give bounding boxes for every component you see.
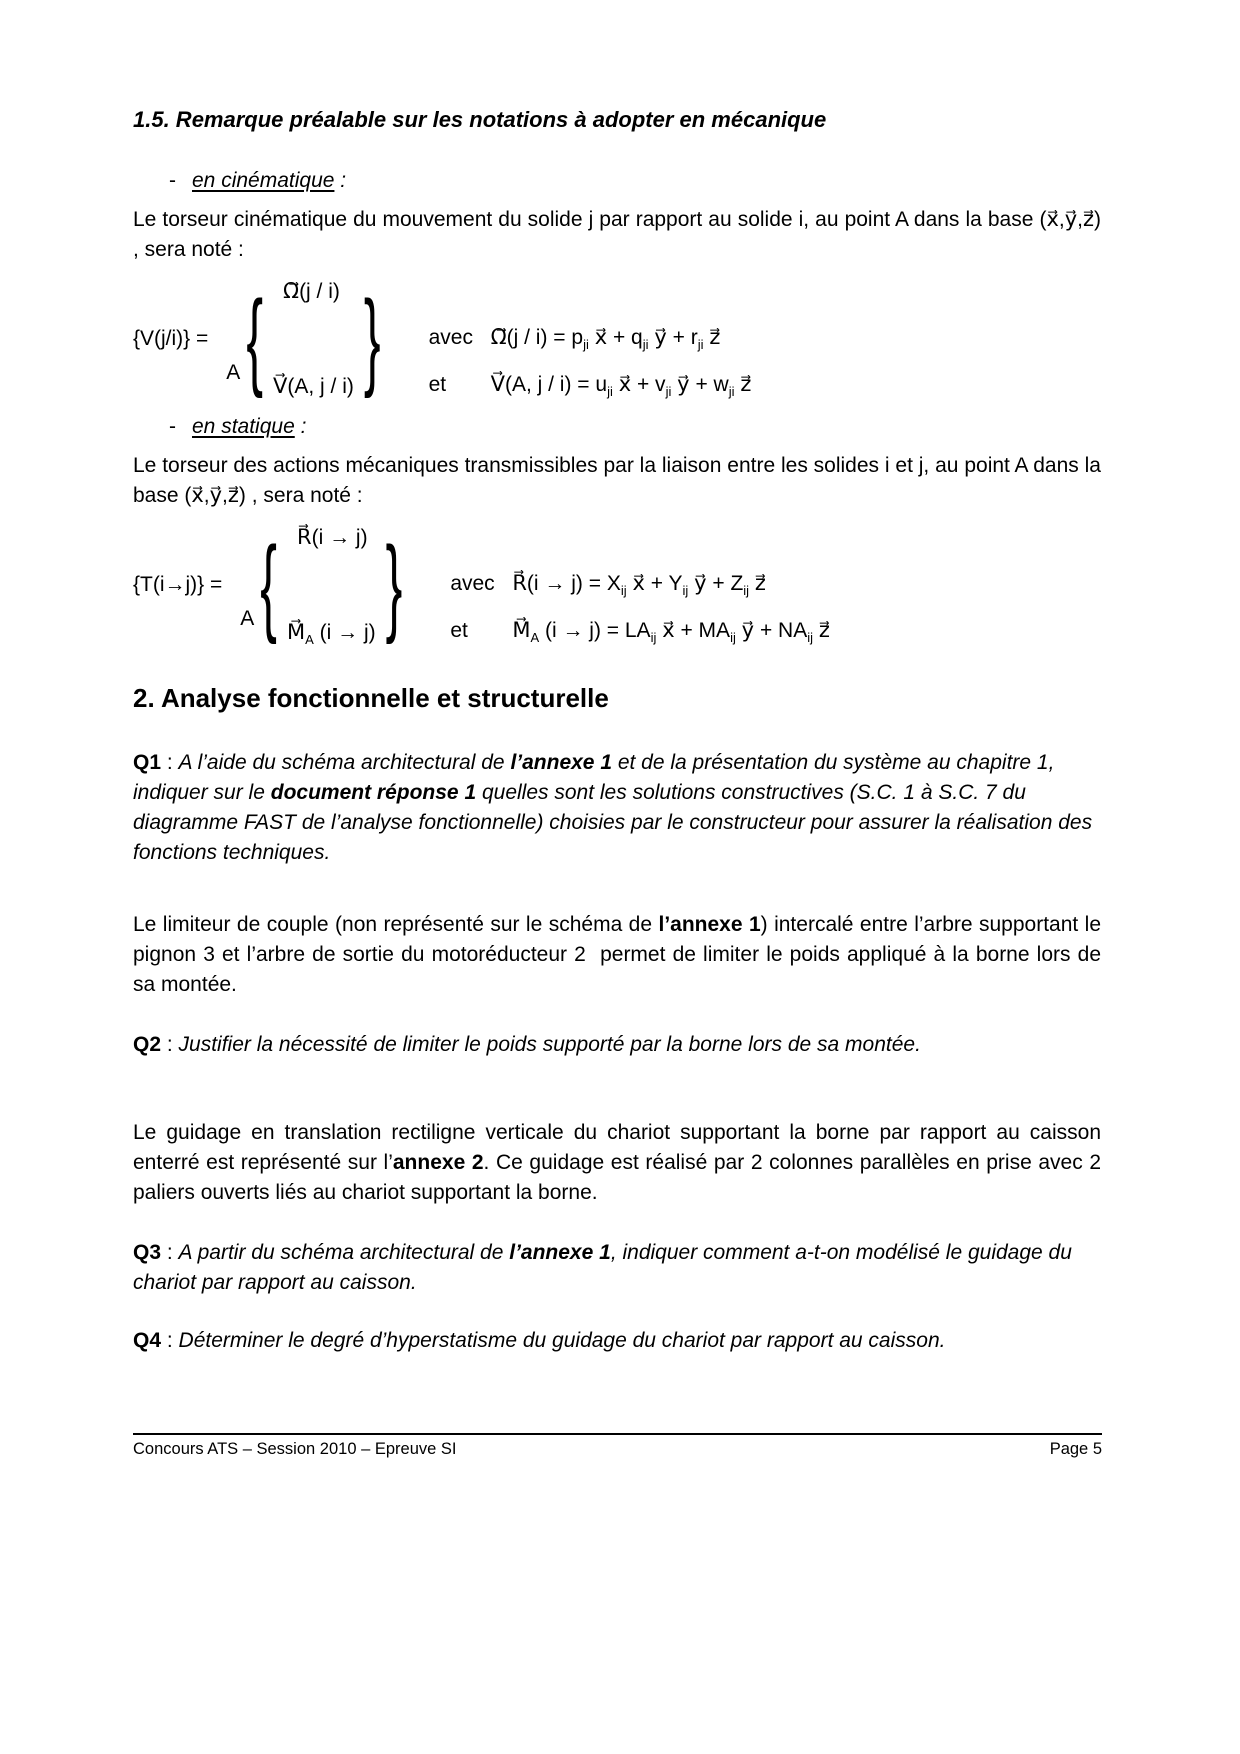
bullet-underlined-text: en statique <box>192 414 295 438</box>
equation-torseur-statique <box>133 521 1101 649</box>
et-formula: $M⃗_A$ $(i \to j) = LA_{ij}$ x⃗ + $MA_{ij}$ y⃗ + $NA_{ij}$ z⃗ <box>512 618 830 645</box>
torseur-statique-components <box>277 521 386 649</box>
question-1: Q1 : A l’aide du schéma architectural de l’annexe 1 et de la présentation du système au chapitre 1, indiquer sur le document réponse 1 quelles sont les solutions constructives (S.C. 1 à S.C. 7 du diagramme FAST de l’analyse fonctionnelle) choisies par le constructeur pour assurer la réalisation des fonctions techniques. <box>133 750 1093 864</box>
bullet-colon: : <box>334 168 347 192</box>
torseur-cinematique-components <box>263 275 364 403</box>
et-label: et <box>450 618 468 642</box>
bullet-colon: : <box>294 414 307 438</box>
et-formula: V⃗(A, $j / i) = u_{ji}$ x⃗ + $v_{ji}$ y⃗ + $w_{ji}$ z⃗ <box>490 372 752 399</box>
torseur-statique-lhs: {T(i→j)} = <box>133 572 223 596</box>
section-1-5-heading: 1.5. Remarque préalable sur les notations à adopter en mécanique <box>133 107 827 132</box>
paragraph-guidage-translation: Le guidage en translation rectiligne verticale du chariot supportant la borne par rapport au caisson enterré est représenté sur l’annexe 2. Ce guidage est réalisé par 2 colonnes parallèles en prise avec 2 paliers ouverts liés au chariot supportant la borne. <box>133 1120 1102 1204</box>
page-footer <box>133 1433 1102 1459</box>
torseur-statique-point: A <box>240 606 255 630</box>
bullet-label-cinematique <box>192 169 346 192</box>
question-2: Q2 : Justifier la nécessité de limiter le poids supporté par la borne lors de sa montée. <box>133 1032 921 1056</box>
right-brace: } <box>385 524 403 645</box>
moment-vector: $M⃗_A$ (i → j) <box>287 620 376 647</box>
torseur-cinematique-lhs: {V(j/i)} = <box>133 326 209 350</box>
torseur-statique-definitions <box>450 521 830 649</box>
avec-label: avec <box>450 571 495 595</box>
definition-avec <box>450 571 830 596</box>
bullet-underlined-text: en cinématique <box>192 168 335 192</box>
definition-et <box>450 618 830 643</box>
bullet-en-cinematique <box>169 169 1101 193</box>
left-brace: { <box>246 278 264 399</box>
bullet-dash: - <box>169 414 176 438</box>
left-brace: { <box>260 524 277 645</box>
avec-formula: Ω⃗(j / $i) = p_{ji}$ x⃗ + $q_{ji}$ y⃗ + $r_{ji}$ z⃗ <box>490 325 721 352</box>
bullet-en-statique <box>169 415 1101 439</box>
resultant-vector: R⃗(i → j) <box>297 525 368 549</box>
bullet-dash: - <box>169 168 176 192</box>
torseur-cinematique-point: A <box>226 360 241 384</box>
section-2-heading: 2. Analyse fonctionnelle et structurelle <box>133 682 609 713</box>
avec-label: avec <box>428 325 473 349</box>
question-4: Q4 : Déterminer le degré d’hyperstatisme du guidage du chariot par rapport au caisson. <box>133 1328 946 1352</box>
paragraph-torseur-statique-intro: Le torseur des actions mécaniques transmissibles par la liaison entre les solides i et j, au point A dans la base (x⃗,y⃗,z⃗) , sera noté : <box>133 453 1101 507</box>
bullet-label-statique <box>192 415 306 438</box>
equation-torseur-cinematique <box>133 275 1101 403</box>
paragraph-torseur-cinematique-intro: Le torseur cinématique du mouvement du solide j par rapport au solide i, au point A dans la base (x⃗,y⃗,z⃗) , sera noté : <box>133 207 1101 261</box>
footer-exam-title: Concours ATS – Session 2010 – Epreuve SI <box>133 1440 457 1458</box>
page-content <box>133 106 1101 1356</box>
definition-avec <box>429 325 752 350</box>
rotation-vector: Ω⃗(j / i) <box>283 279 340 303</box>
question-3: Q3 : A partir du schéma architectural de l’annexe 1, indiquer comment a-t-on modélisé le guidage du chariot par rapport au caisson. <box>133 1240 1072 1294</box>
velocity-vector: V⃗(A, j / i) <box>273 374 354 398</box>
paragraph-limiteur-couple: Le limiteur de couple (non représenté sur le schéma de l’annexe 1) intercalé entre l’arbre supportant le pignon 3 et l’arbre de sortie du motoréducteur 2 permet de limiter le poids appliqué à la borne lors de sa montée. <box>133 912 1102 996</box>
footer-page-number: Page 5 <box>1049 1440 1102 1458</box>
right-brace: } <box>363 278 381 399</box>
torseur-cinematique-definitions <box>429 275 752 403</box>
avec-formula: R⃗(i → $j) = X_{ij}$ x⃗ + $Y_{ij}$ y⃗ + $Z_{ij}$ z⃗ <box>512 571 766 598</box>
definition-et <box>429 372 752 397</box>
et-label: et <box>428 372 447 396</box>
